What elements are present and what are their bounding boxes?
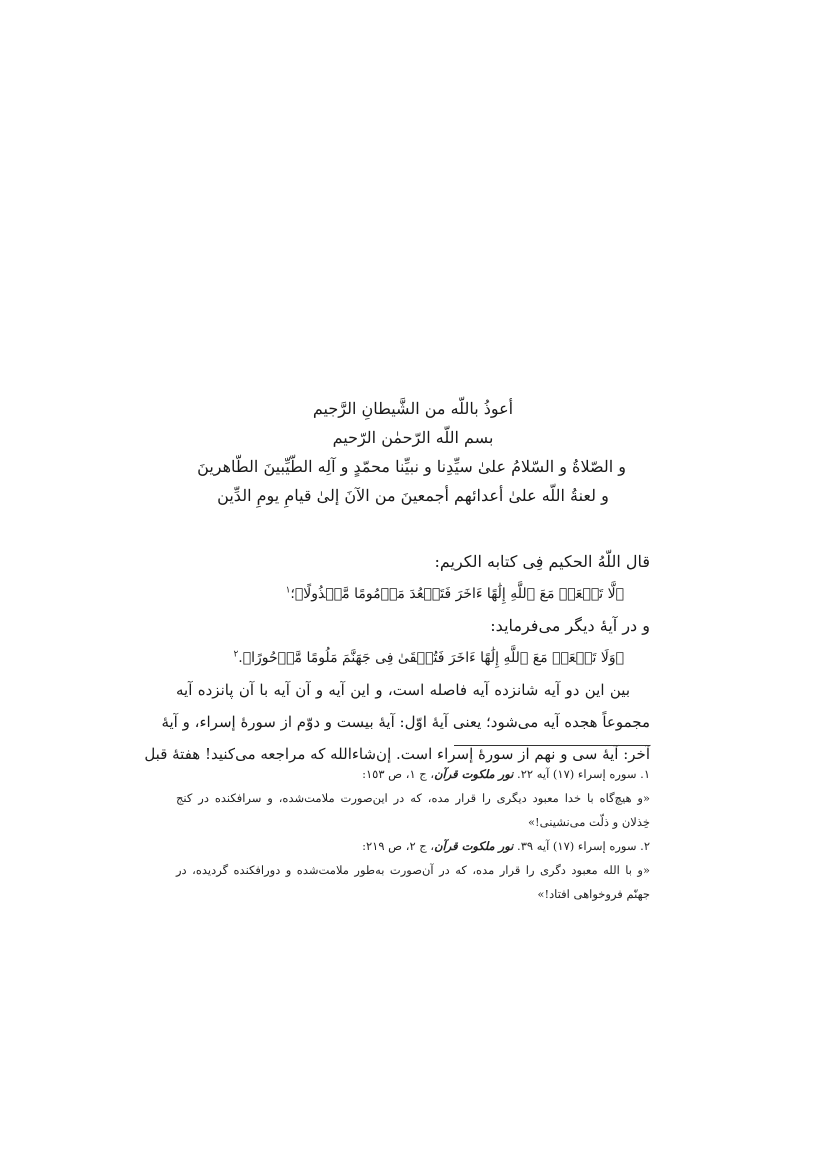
invocation-line-1: أعوذُ باللّه من الشَّيطانِ الرَّجيم — [312, 399, 514, 418]
footnote-2-book-title: نور ملكوت قرآن — [434, 839, 514, 853]
paragraph-line-1: بين اين دو آيه شانزده آيه فاصله است، و اين آيه و آن آيه با آن پانزده آيه — [176, 681, 630, 699]
footnote-ref-1[interactable]: ١ — [285, 585, 291, 596]
footnote-1-page: ، ج ١، ص ١٥٣: — [362, 767, 435, 781]
transition-line: و در آيهٔ ديگر مى‌فرمايد: — [490, 616, 650, 635]
intro-line: قال اللّهُ الحكيم فِى كتابه الكريم: — [434, 552, 650, 571]
quran-verse-1 — [176, 578, 650, 610]
footnote-2-line-1: «و با الله معبود دگرى را قرار مده، كه در آن‌صورت به‌طور ملامت‌شده و دورافكنده گرديده، در — [176, 863, 650, 877]
verse-2-text: ﴿وَلَا تَجۡعَلۡ مَعَ ٱللَّهِ إِلَٰهًا ءَاخَرَ فَتُلۡقَىٰ فِى جَهَنَّمَ مَلُومًا مَّدۡحُورًا﴾. — [238, 650, 624, 666]
footnote-ref-2[interactable]: ٢ — [233, 649, 239, 660]
invocation-line-4: و لعنةُ اللّه علىٰ أعدائهم أجمعينَ من الآنَ إلىٰ قيامِ يومِ الدِّين — [217, 486, 609, 505]
verse-1-text: ﴿لَّا تَجۡعَلۡ مَعَ ٱللَّهِ إِلَٰهًا ءَاخَرَ فَتَقۡعُدَ مَذۡمُومًا مَّخۡذُولًا﴾؛ — [290, 586, 624, 602]
footnote-1-book-title: نور ملكوت قرآن — [434, 767, 514, 781]
footnote-2-reference — [176, 834, 650, 858]
paragraph-line-3: آخر: آيهٔ سى و نهم از سورهٔ إسراء است. إن‌شاءالله كه مراجعه مى‌كنيد! هفتهٔ قبل — [144, 745, 650, 763]
footnote-1-source: ١. سوره إسراء (١٧) آيه ٢٢. — [517, 767, 650, 781]
invocation-line-3: و الصّلاةُ و السّلامُ علىٰ سيِّدِنا و نبيِّنا محمّدٍ و آلِه الطّيِّبينَ الطّاهرينَ — [197, 457, 626, 476]
quran-verse-2 — [176, 642, 650, 674]
footnote-2-page: ، ج ٢، ص ٢١٩: — [362, 839, 435, 853]
opening-invocation — [197, 394, 626, 510]
footnote-1-reference — [176, 762, 650, 786]
footnote-divider — [454, 745, 650, 746]
footnote-2-source: ٢. سوره إسراء (١٧) آيه ٣٩. — [517, 839, 650, 853]
invocation-line-2: بسم اللّه الرّحمٰن الرّحيم — [332, 428, 494, 447]
main-text — [144, 546, 650, 770]
footnote-1-translation — [176, 786, 650, 834]
footnote-1-line-2: خِذلان و ذلّت مى‌نشينى!» — [528, 815, 650, 829]
paragraph-line-2: مجموعاً هجده آيه مى‌شود؛ يعنى آيهٔ اوّل: آيهٔ بيست و دوّم از سورهٔ إسراء، و آيهٔ — [161, 713, 650, 731]
body-paragraph — [144, 674, 650, 770]
footnote-2-translation — [176, 858, 650, 906]
footnote-2-line-2: جهنّم فروخواهى افتاد!» — [537, 887, 650, 901]
footnotes — [176, 762, 650, 906]
footnote-1-line-1: «و هيچ‌گاه با خدا معبود ديگرى را قرار مده، كه در اين‌صورت ملامت‌شده، و سرافكنده در كنج — [176, 791, 650, 805]
